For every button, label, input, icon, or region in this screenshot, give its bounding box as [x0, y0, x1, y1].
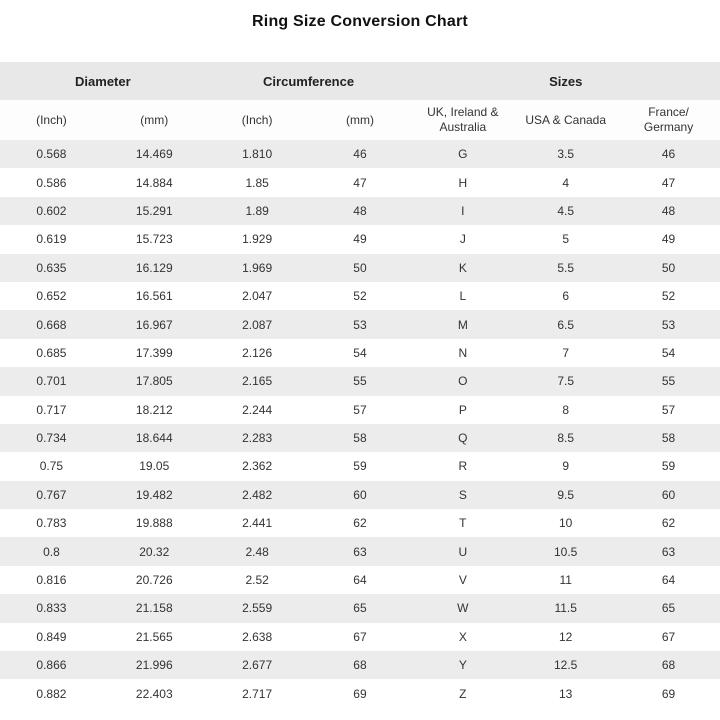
cell-uk-ireland-australia-4: O: [458, 374, 468, 389]
cell-inch-2: 2.087: [242, 317, 273, 332]
cell-inch-2: 2.482: [242, 487, 273, 502]
cell-inch-0: 0.668: [36, 317, 67, 332]
cell-uk-ireland-australia-4: X: [458, 629, 467, 644]
cell-inch-2: 2.559: [242, 601, 273, 616]
group-header-diameter: Diameter: [0, 62, 206, 100]
cell-inch-2: 2.165: [242, 374, 273, 389]
cell-mm-3: 52: [353, 289, 367, 304]
cell-france-germany-6: 63: [661, 544, 676, 559]
cell-france-germany-6: 48: [661, 203, 676, 218]
cell-mm-3: 46: [353, 147, 367, 162]
cell-mm-3: 63: [353, 544, 367, 559]
cell-france-germany-6: 58: [661, 431, 676, 446]
table-header: [0, 62, 720, 140]
column-header-france-germany: France/ Germany: [617, 100, 720, 140]
cell-uk-ireland-australia-4: J: [459, 232, 466, 247]
cell-france-germany-6: 65: [661, 601, 676, 616]
column-header-inch: (Inch): [206, 100, 309, 140]
cell-mm-3: 48: [353, 203, 367, 218]
cell-uk-ireland-australia-4: H: [458, 175, 468, 190]
table-row: [0, 679, 720, 707]
cell-usa-canada-5: 5: [562, 232, 570, 247]
cell-mm-3: 67: [353, 629, 367, 644]
cell-france-germany-6: 59: [661, 459, 676, 474]
cell-inch-2: 2.126: [242, 345, 273, 360]
cell-inch-0: 0.652: [36, 289, 67, 304]
cell-uk-ireland-australia-4: L: [459, 289, 467, 304]
cell-uk-ireland-australia-4: U: [458, 544, 468, 559]
table-row: [0, 566, 720, 594]
cell-france-germany-6: 68: [661, 658, 676, 673]
cell-mm-1: 15.291: [135, 203, 173, 218]
cell-inch-2: 2.283: [242, 431, 273, 446]
cell-inch-0: 0.8: [43, 544, 60, 559]
cell-france-germany-6: 49: [661, 232, 676, 247]
cell-inch-2: 2.362: [242, 459, 273, 474]
cell-inch-2: 2.244: [242, 402, 273, 417]
group-header-circumference: Circumference: [206, 62, 412, 100]
table-row: [0, 339, 720, 367]
cell-usa-canada-5: 11.5: [554, 601, 577, 616]
cell-inch-2: 2.52: [245, 573, 269, 588]
table-row: [0, 282, 720, 310]
table-row: [0, 424, 720, 452]
cell-mm-3: 50: [353, 260, 367, 275]
column-header-uk-ireland-australia: UK, Ireland & Australia: [411, 100, 514, 140]
cell-mm-1: 18.212: [135, 402, 173, 417]
table-row: [0, 254, 720, 282]
cell-inch-0: 0.783: [36, 516, 67, 531]
cell-mm-1: 15.723: [135, 232, 173, 247]
cell-usa-canada-5: 10.5: [553, 544, 578, 559]
table-row: [0, 594, 720, 622]
cell-france-germany-6: 64: [661, 573, 676, 588]
cell-inch-2: 2.047: [242, 289, 273, 304]
cell-inch-0: 0.767: [36, 487, 67, 502]
cell-usa-canada-5: 13: [558, 686, 573, 701]
cell-usa-canada-5: 8.5: [557, 431, 575, 446]
cell-inch-0: 0.568: [36, 147, 67, 162]
cell-usa-canada-5: 3.5: [557, 147, 575, 162]
cell-uk-ireland-australia-4: P: [458, 402, 467, 417]
ring-size-conversion-table: [0, 62, 720, 708]
cell-uk-ireland-australia-4: G: [458, 147, 468, 162]
cell-mm-3: 49: [353, 232, 367, 247]
cell-mm-1: 19.482: [135, 487, 173, 502]
cell-usa-canada-5: 7.5: [557, 374, 575, 389]
table-body: [0, 140, 720, 708]
column-header-mm: (mm): [309, 100, 412, 140]
cell-usa-canada-5: 7: [562, 345, 570, 360]
cell-france-germany-6: 53: [661, 317, 676, 332]
cell-uk-ireland-australia-4: M: [457, 317, 468, 332]
cell-inch-2: 1.85: [245, 175, 269, 190]
cell-usa-canada-5: 11: [559, 573, 572, 588]
cell-france-germany-6: 62: [661, 516, 676, 531]
cell-mm-3: 55: [353, 374, 367, 389]
cell-mm-1: 19.888: [135, 516, 173, 531]
page-title: Ring Size Conversion Chart: [252, 13, 468, 30]
cell-uk-ireland-australia-4: W: [457, 601, 469, 616]
cell-uk-ireland-australia-4: Z: [459, 686, 467, 701]
cell-inch-2: 2.717: [242, 686, 273, 701]
cell-inch-0: 0.619: [36, 232, 67, 247]
column-header-inch: (Inch): [0, 100, 103, 140]
cell-france-germany-6: 69: [661, 686, 676, 701]
cell-inch-0: 0.685: [36, 345, 67, 360]
cell-mm-1: 16.129: [135, 260, 173, 275]
cell-mm-3: 59: [353, 459, 367, 474]
cell-uk-ireland-australia-4: Y: [458, 658, 467, 673]
cell-inch-0: 0.635: [36, 260, 67, 275]
column-header-usa-canada: USA & Canada: [514, 100, 617, 140]
column-header-mm: (mm): [103, 100, 206, 140]
cell-inch-0: 0.602: [36, 203, 67, 218]
table-row: [0, 367, 720, 395]
cell-usa-canada-5: 12: [558, 629, 573, 644]
table-row: [0, 310, 720, 338]
cell-france-germany-6: 55: [661, 374, 676, 389]
table-row: [0, 509, 720, 537]
cell-mm-3: 54: [353, 345, 367, 360]
cell-inch-2: 2.48: [245, 544, 269, 559]
group-header-sizes: Sizes: [411, 62, 720, 100]
cell-mm-1: 16.561: [135, 289, 173, 304]
cell-mm-1: 17.805: [135, 374, 173, 389]
cell-mm-3: 57: [353, 402, 367, 417]
cell-mm-3: 58: [353, 431, 367, 446]
cell-mm-3: 53: [353, 317, 367, 332]
cell-inch-0: 0.833: [36, 601, 67, 616]
cell-france-germany-6: 67: [661, 629, 676, 644]
cell-mm-1: 20.32: [139, 544, 170, 559]
table-row: [0, 140, 720, 168]
cell-france-germany-6: 46: [661, 147, 676, 162]
cell-uk-ireland-australia-4: R: [458, 459, 468, 474]
cell-mm-3: 68: [353, 658, 367, 673]
cell-uk-ireland-australia-4: K: [458, 260, 467, 275]
cell-uk-ireland-australia-4: V: [458, 573, 467, 588]
cell-inch-2: 1.969: [242, 260, 273, 275]
cell-mm-1: 22.403: [135, 686, 173, 701]
cell-mm-3: 64: [353, 573, 367, 588]
table-row: [0, 168, 720, 196]
cell-inch-2: 1.929: [242, 232, 273, 247]
cell-mm-1: 21.565: [135, 629, 173, 644]
table-row: [0, 651, 720, 679]
cell-inch-0: 0.816: [36, 573, 67, 588]
cell-inch-2: 2.638: [242, 629, 273, 644]
cell-inch-0: 0.866: [36, 658, 67, 673]
cell-mm-3: 62: [353, 516, 367, 531]
table-row: [0, 197, 720, 225]
cell-inch-0: 0.586: [36, 175, 67, 190]
cell-mm-3: 47: [353, 175, 367, 190]
cell-uk-ireland-australia-4: Q: [458, 431, 468, 446]
cell-usa-canada-5: 10: [558, 516, 573, 531]
cell-usa-canada-5: 8: [562, 402, 570, 417]
cell-france-germany-6: 57: [661, 402, 676, 417]
cell-usa-canada-5: 12.5: [553, 658, 578, 673]
table-row: [0, 452, 720, 480]
cell-inch-0: 0.717: [36, 402, 67, 417]
cell-mm-1: 20.726: [135, 573, 173, 588]
cell-mm-1: 17.399: [135, 345, 173, 360]
cell-france-germany-6: 54: [661, 345, 676, 360]
table-column-header-row: [0, 100, 720, 140]
cell-mm-1: 21.158: [135, 601, 173, 616]
cell-mm-1: 21.996: [135, 658, 173, 673]
table-row: [0, 481, 720, 509]
cell-mm-3: 69: [353, 686, 367, 701]
cell-uk-ireland-australia-4: N: [458, 345, 468, 360]
cell-inch-2: 1.89: [245, 203, 269, 218]
cell-france-germany-6: 60: [661, 487, 676, 502]
table-group-header-row: [0, 62, 720, 100]
cell-inch-0: 0.734: [36, 431, 67, 446]
cell-usa-canada-5: 5.5: [557, 260, 575, 275]
cell-uk-ireland-australia-4: I: [461, 203, 465, 218]
cell-uk-ireland-australia-4: T: [459, 516, 467, 531]
cell-mm-1: 14.884: [135, 175, 173, 190]
cell-france-germany-6: 50: [661, 260, 676, 275]
cell-inch-0: 0.701: [36, 374, 67, 389]
table-row: [0, 537, 720, 565]
cell-mm-3: 60: [353, 487, 367, 502]
cell-mm-3: 65: [353, 601, 367, 616]
cell-inch-0: 0.75: [39, 459, 64, 474]
cell-usa-canada-5: 9.5: [557, 487, 575, 502]
cell-inch-0: 0.882: [36, 686, 67, 701]
cell-usa-canada-5: 6.5: [557, 317, 575, 332]
cell-inch-2: 1.810: [242, 147, 273, 162]
cell-usa-canada-5: 9: [562, 459, 570, 474]
cell-mm-1: 18.644: [135, 431, 173, 446]
cell-uk-ireland-australia-4: S: [458, 487, 467, 502]
table-row: [0, 396, 720, 424]
cell-usa-canada-5: 4.5: [557, 203, 575, 218]
cell-usa-canada-5: 4: [562, 175, 570, 190]
table-row: [0, 623, 720, 651]
cell-france-germany-6: 47: [661, 175, 676, 190]
cell-inch-2: 2.441: [242, 516, 273, 531]
cell-inch-2: 2.677: [242, 658, 273, 673]
cell-mm-1: 19.05: [139, 459, 170, 474]
cell-usa-canada-5: 6: [562, 289, 570, 304]
table-row: [0, 225, 720, 253]
cell-france-germany-6: 52: [661, 289, 676, 304]
cell-mm-1: 14.469: [135, 147, 173, 162]
cell-mm-1: 16.967: [135, 317, 173, 332]
cell-inch-0: 0.849: [36, 629, 67, 644]
